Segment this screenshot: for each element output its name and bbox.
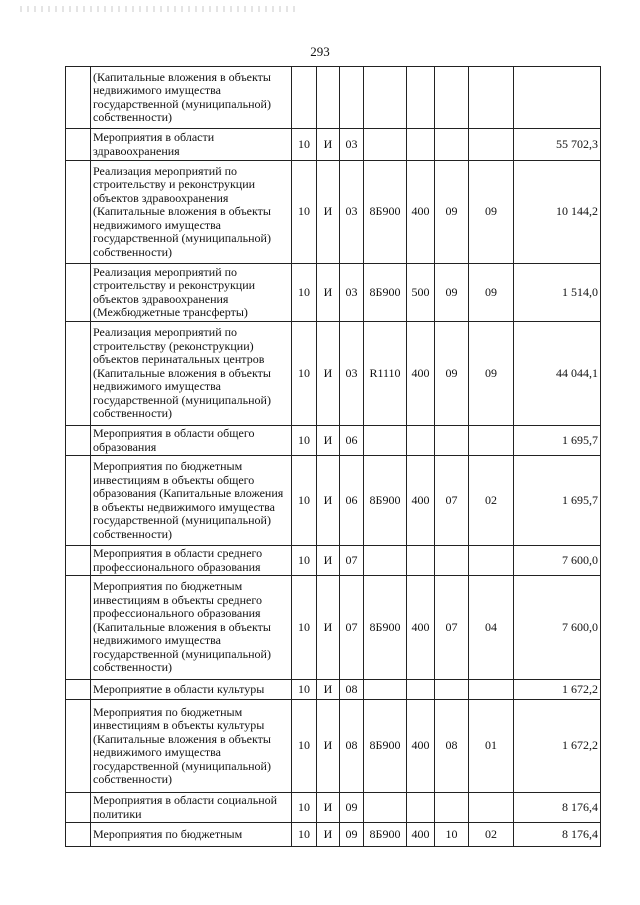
code-4: 8Б900 xyxy=(364,823,407,847)
table-row xyxy=(66,67,601,129)
code-6 xyxy=(435,546,469,576)
amount: 7 600,0 xyxy=(514,546,601,576)
code-3: 08 xyxy=(340,700,364,793)
row-blank-cell xyxy=(66,680,91,700)
code-1: 10 xyxy=(292,576,317,680)
amount: 8 176,4 xyxy=(514,823,601,847)
code-7 xyxy=(469,546,514,576)
code-7: 02 xyxy=(469,823,514,847)
row-name: Мероприятия по бюджетным xyxy=(91,823,292,847)
code-1: 10 xyxy=(292,546,317,576)
amount: 10 144,2 xyxy=(514,161,601,264)
table-row xyxy=(66,793,601,823)
code-3: 03 xyxy=(340,161,364,264)
code-3: 06 xyxy=(340,456,364,546)
code-7 xyxy=(469,426,514,456)
code-1: 10 xyxy=(292,680,317,700)
code-1: 10 xyxy=(292,264,317,322)
row-name: Мероприятия по бюджетным инвестициям в объекты культуры (Капитальные вложения в объекты недвижимого имущества государственной (муниципальной) собственности) xyxy=(91,700,292,793)
code-6: 07 xyxy=(435,456,469,546)
code-1: 10 xyxy=(292,823,317,847)
code-3: 06 xyxy=(340,426,364,456)
code-1: 10 xyxy=(292,456,317,546)
code-5: 400 xyxy=(407,823,435,847)
code-3: 09 xyxy=(340,823,364,847)
code-7: 01 xyxy=(469,700,514,793)
code-5 xyxy=(407,129,435,161)
row-blank-cell xyxy=(66,67,91,129)
code-6 xyxy=(435,426,469,456)
row-blank-cell xyxy=(66,264,91,322)
code-4: 8Б900 xyxy=(364,700,407,793)
code-2: И xyxy=(317,129,340,161)
code-3: 08 xyxy=(340,680,364,700)
page-number: 293 xyxy=(310,44,330,59)
code-2: И xyxy=(317,700,340,793)
table-row xyxy=(66,129,601,161)
code-6 xyxy=(435,67,469,129)
code-2: И xyxy=(317,456,340,546)
code-7: 09 xyxy=(469,264,514,322)
code-1: 10 xyxy=(292,700,317,793)
row-blank-cell xyxy=(66,426,91,456)
row-blank-cell xyxy=(66,793,91,823)
code-4: 8Б900 xyxy=(364,576,407,680)
code-7: 04 xyxy=(469,576,514,680)
row-name: Мероприятия по бюджетным инвестициям в объекты среднего профессионального образования (Капитальные вложения в объекты недвижимого имущества государственной (муниципальной) собственности) xyxy=(91,576,292,680)
code-5: 500 xyxy=(407,264,435,322)
code-6 xyxy=(435,793,469,823)
code-7: 09 xyxy=(469,161,514,264)
code-2: И xyxy=(317,546,340,576)
code-5: 400 xyxy=(407,322,435,426)
code-2: И xyxy=(317,161,340,264)
code-2: И xyxy=(317,823,340,847)
code-4 xyxy=(364,546,407,576)
code-6: 09 xyxy=(435,322,469,426)
amount: 1 672,2 xyxy=(514,700,601,793)
code-5 xyxy=(407,793,435,823)
code-3: 03 xyxy=(340,264,364,322)
scan-noise xyxy=(20,6,300,12)
row-blank-cell xyxy=(66,576,91,680)
code-1: 10 xyxy=(292,426,317,456)
code-1: 10 xyxy=(292,793,317,823)
table-row xyxy=(66,426,601,456)
code-4: 8Б900 xyxy=(364,161,407,264)
code-6: 09 xyxy=(435,264,469,322)
code-6: 07 xyxy=(435,576,469,680)
code-2: И xyxy=(317,264,340,322)
amount: 7 600,0 xyxy=(514,576,601,680)
code-7 xyxy=(469,67,514,129)
row-blank-cell xyxy=(66,161,91,264)
amount: 1 514,0 xyxy=(514,264,601,322)
code-3: 03 xyxy=(340,129,364,161)
code-4: 8Б900 xyxy=(364,456,407,546)
table-row xyxy=(66,546,601,576)
table-row xyxy=(66,823,601,847)
row-blank-cell xyxy=(66,700,91,793)
table-row xyxy=(66,700,601,793)
row-blank-cell xyxy=(66,129,91,161)
code-4 xyxy=(364,680,407,700)
code-7 xyxy=(469,129,514,161)
code-5: 400 xyxy=(407,161,435,264)
code-7 xyxy=(469,680,514,700)
row-name: Реализация мероприятий по строительству и реконструкции объектов здравоохранения (Капитальные вложения в объекты недвижимого имущества государственной (муниципальной) собственности) xyxy=(91,161,292,264)
code-5 xyxy=(407,67,435,129)
row-name: Мероприятия в области среднего профессионального образования xyxy=(91,546,292,576)
code-4 xyxy=(364,426,407,456)
code-1: 10 xyxy=(292,161,317,264)
code-1: 10 xyxy=(292,322,317,426)
row-blank-cell xyxy=(66,823,91,847)
code-2: И xyxy=(317,680,340,700)
code-5 xyxy=(407,426,435,456)
code-3: 09 xyxy=(340,793,364,823)
row-name: Мероприятия в области общего образования xyxy=(91,426,292,456)
amount: 1 672,2 xyxy=(514,680,601,700)
code-3: 03 xyxy=(340,322,364,426)
code-7: 02 xyxy=(469,456,514,546)
code-2: И xyxy=(317,793,340,823)
amount: 1 695,7 xyxy=(514,456,601,546)
code-3 xyxy=(340,67,364,129)
row-name: Мероприятия в области здравоохранения xyxy=(91,129,292,161)
code-4 xyxy=(364,129,407,161)
row-name: (Капитальные вложения в объекты недвижимого имущества государственной (муниципальной) собственности) xyxy=(91,67,292,129)
amount: 44 044,1 xyxy=(514,322,601,426)
code-5: 400 xyxy=(407,700,435,793)
table-row xyxy=(66,456,601,546)
row-name: Мероприятие в области культуры xyxy=(91,680,292,700)
code-4: R1110 xyxy=(364,322,407,426)
code-6: 09 xyxy=(435,161,469,264)
budget-table xyxy=(65,66,601,847)
code-2: И xyxy=(317,426,340,456)
table-row xyxy=(66,161,601,264)
code-1 xyxy=(292,67,317,129)
code-5 xyxy=(407,546,435,576)
row-name: Мероприятия по бюджетным инвестициям в объекты общего образования (Капитальные вложения в объекты недвижимого имущества государственной (муниципальной) собственности) xyxy=(91,456,292,546)
row-name: Реализация мероприятий по строительству (реконструкции) объектов перинатальных центров (Капитальные вложения в объекты недвижимого имущества государственной (муниципальной) собственности) xyxy=(91,322,292,426)
table-row xyxy=(66,576,601,680)
table-row xyxy=(66,322,601,426)
row-blank-cell xyxy=(66,322,91,426)
code-7 xyxy=(469,793,514,823)
amount: 55 702,3 xyxy=(514,129,601,161)
code-6 xyxy=(435,129,469,161)
row-name: Реализация мероприятий по строительству и реконструкции объектов здравоохранения (Межбюджетные трансферты) xyxy=(91,264,292,322)
code-6: 08 xyxy=(435,700,469,793)
code-2 xyxy=(317,67,340,129)
code-4 xyxy=(364,793,407,823)
code-2: И xyxy=(317,576,340,680)
code-5: 400 xyxy=(407,576,435,680)
code-5: 400 xyxy=(407,456,435,546)
code-2: И xyxy=(317,322,340,426)
table-row xyxy=(66,680,601,700)
row-blank-cell xyxy=(66,456,91,546)
table-row xyxy=(66,264,601,322)
code-4: 8Б900 xyxy=(364,264,407,322)
amount xyxy=(514,67,601,129)
amount: 1 695,7 xyxy=(514,426,601,456)
row-name: Мероприятия в области социальной политики xyxy=(91,793,292,823)
code-3: 07 xyxy=(340,576,364,680)
code-6: 10 xyxy=(435,823,469,847)
code-4 xyxy=(364,67,407,129)
code-7: 09 xyxy=(469,322,514,426)
code-1: 10 xyxy=(292,129,317,161)
code-6 xyxy=(435,680,469,700)
code-5 xyxy=(407,680,435,700)
code-3: 07 xyxy=(340,546,364,576)
row-blank-cell xyxy=(66,546,91,576)
amount: 8 176,4 xyxy=(514,793,601,823)
